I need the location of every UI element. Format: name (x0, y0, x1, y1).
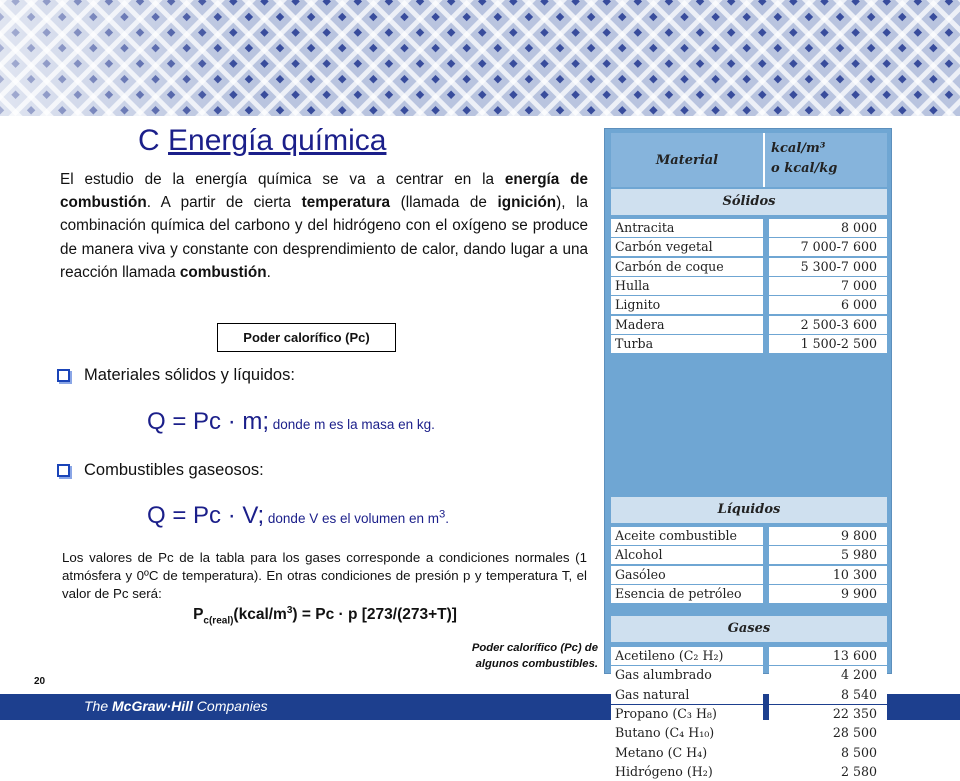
intro-paragraph (60, 168, 588, 284)
material-cell: Hidrógeno (H₂) (611, 763, 763, 781)
table-row (611, 546, 887, 564)
table-row (611, 686, 887, 704)
table-header (611, 133, 887, 187)
formula-note: donde m es la masa en kg. (269, 417, 435, 432)
value-cell: 9 900 (769, 585, 887, 603)
table-row (611, 238, 887, 256)
material-cell: Lignito (611, 296, 763, 314)
checkbox-bullet-icon (57, 464, 70, 477)
table-section-header: Líquidos (611, 497, 887, 523)
logo-companies: Companies (192, 698, 268, 714)
section-letter: C (138, 124, 160, 157)
bullet-label: Combustibles gaseosos: (84, 461, 264, 479)
header-material: Material (611, 133, 765, 187)
table-row (611, 527, 887, 545)
header-units-line-2: o kcal/kg (771, 161, 838, 176)
table-row (611, 335, 887, 353)
eq-symbol: P (193, 606, 204, 624)
header-units-line-1: kcal/m³ (771, 141, 826, 156)
banner-pattern (0, 0, 960, 116)
material-cell: Gas natural (611, 686, 763, 704)
table-row (611, 585, 887, 603)
formula-main: Q = Pc · m (147, 408, 263, 435)
intro-text-4: ), la combinación química del carbono y del hidrógeno con el oxígeno se produce de manera viva y constante con desprendimiento de calor, dando lugar a una reacción llamada (60, 194, 588, 281)
section-title: Energía química (168, 124, 387, 157)
calorific-table (604, 128, 892, 779)
value-cell: 6 000 (769, 296, 887, 314)
material-cell: Esencia de petróleo (611, 585, 763, 603)
bullet-solids-liquids (57, 366, 295, 385)
table-row (611, 219, 887, 237)
gas-conditions-note: Los valores de Pc de la tabla para los gases corresponde a condiciones normales (1 atmósfera y 0ºC de temperatura). En otras condiciones de presión p y temperatura T, el valor de Pc será: (62, 550, 587, 601)
formula-note: donde V es el volumen en m (264, 511, 440, 526)
material-cell: Butano (C₄ H₁₀) (611, 724, 763, 742)
publisher-logo (84, 698, 268, 714)
header-units (771, 139, 837, 179)
header-banner (0, 0, 960, 116)
value-cell: 28 500 (769, 724, 887, 742)
value-cell: 7 000-7 600 (769, 238, 887, 256)
bullet-gases (57, 461, 264, 480)
table-row (611, 296, 887, 314)
real-pc-equation (0, 605, 650, 626)
value-cell: 8 000 (769, 219, 887, 237)
eq-subscript: c(real) (203, 615, 234, 627)
value-cell: 10 300 (769, 566, 887, 584)
material-cell: Turba (611, 335, 763, 353)
material-cell: Acetileno (C₂ H₂) (611, 647, 763, 665)
formula-mass (147, 408, 435, 436)
value-cell: 7 000 (769, 277, 887, 295)
value-cell: 13 600 (769, 647, 887, 665)
table-row (611, 744, 887, 762)
eq-rest: ) = Pc · p [273/(273+T)] (292, 606, 457, 624)
table-row (611, 763, 887, 781)
formula-separator: ; (257, 502, 265, 529)
material-cell: Antracita (611, 219, 763, 237)
value-cell: 2 580 (769, 763, 887, 781)
table-row (611, 566, 887, 584)
value-cell: 22 350 (769, 705, 887, 723)
page-title (138, 124, 386, 158)
formula-end: . (445, 511, 450, 526)
value-cell: 8 500 (769, 744, 887, 762)
table-section-header: Sólidos (611, 189, 887, 215)
intro-text-1: El estudio de la energía química se va a centrar en la (60, 171, 505, 188)
table-row (611, 277, 887, 295)
calorific-power-label: Poder calorífico (Pc) (217, 323, 396, 352)
eq-units: (kcal/m (233, 606, 287, 624)
checkbox-bullet-icon (57, 369, 70, 382)
intro-bold-2: temperatura (301, 194, 391, 212)
caption-line-1: Poder calorífico (Pc) de (471, 642, 598, 654)
table-section-header: Gases (611, 616, 887, 642)
value-cell: 9 800 (769, 527, 887, 545)
eq-superscript: 3 (286, 605, 293, 616)
table-row (611, 647, 887, 665)
material-cell: Propano (C₃ H₈) (611, 705, 763, 723)
intro-bold-3: ignición (497, 194, 557, 212)
table-row (611, 316, 887, 334)
intro-text-3: (llamada de (390, 194, 498, 212)
value-cell: 2 500-3 600 (769, 316, 887, 334)
material-cell: Madera (611, 316, 763, 334)
value-cell: 8 540 (769, 686, 887, 704)
material-cell: Alcohol (611, 546, 763, 564)
table-caption (430, 640, 598, 672)
logo-brand: McGraw·Hill (112, 698, 193, 714)
formula-superscript: 3 (439, 508, 446, 521)
formula-main: Q = Pc · V (147, 502, 258, 529)
page-number: 20 (34, 676, 46, 687)
logo-the: The (84, 698, 113, 714)
material-cell: Gasóleo (611, 566, 763, 584)
formula-separator: ; (262, 408, 270, 435)
bullet-label: Materiales sólidos y líquidos: (84, 366, 295, 384)
intro-bold-1: energía de combustión (60, 171, 589, 212)
table-row (611, 258, 887, 276)
material-cell: Gas alumbrado (611, 666, 763, 684)
intro-text-2: . A partir de cierta (146, 194, 302, 212)
material-cell: Metano (C H₄) (611, 744, 763, 762)
material-cell: Hulla (611, 277, 763, 295)
value-cell: 5 300-7 000 (769, 258, 887, 276)
value-cell: 5 980 (769, 546, 887, 564)
table-row (611, 724, 887, 742)
table-row (611, 705, 887, 723)
intro-text-5: . (266, 263, 271, 281)
material-cell: Carbón de coque (611, 258, 763, 276)
table-row (611, 666, 887, 684)
caption-line-2: algunos combustibles. (475, 658, 598, 670)
intro-bold-4: combustión (179, 263, 267, 281)
material-cell: Aceite combustible (611, 527, 763, 545)
material-cell: Carbón vegetal (611, 238, 763, 256)
formula-volume (147, 502, 449, 530)
value-cell: 1 500-2 500 (769, 335, 887, 353)
value-cell: 4 200 (769, 666, 887, 684)
